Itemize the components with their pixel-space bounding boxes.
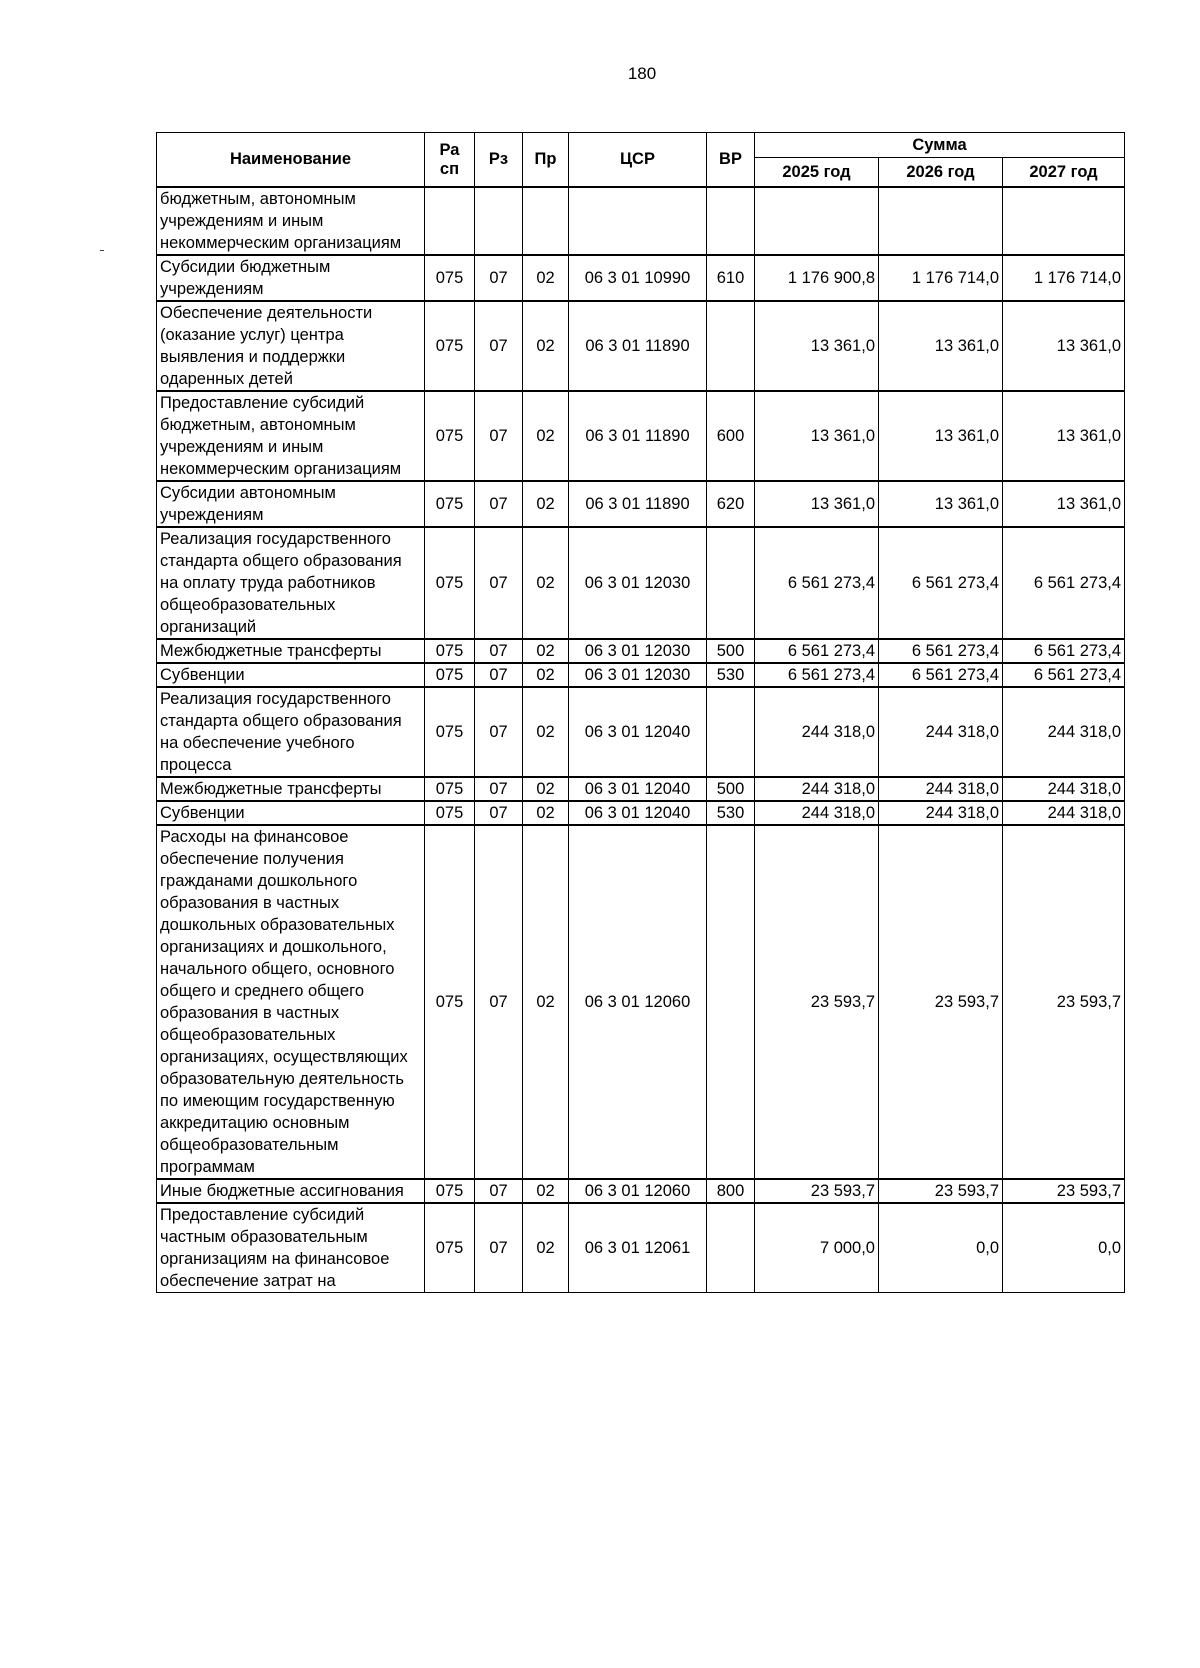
row-csr: 06 3 01 12060 <box>569 1179 707 1203</box>
row-rasp <box>425 187 475 255</box>
row-vr <box>707 301 755 391</box>
row-rz: 07 <box>475 391 523 481</box>
row-csr: 06 3 01 12060 <box>569 825 707 1179</box>
row-rasp: 075 <box>425 527 475 639</box>
row-2025: 244 318,0 <box>755 801 879 825</box>
row-rz: 07 <box>475 1179 523 1203</box>
row-vr: 620 <box>707 481 755 527</box>
row-2026: 0,0 <box>879 1203 1003 1293</box>
page-number: 180 <box>627 64 657 83</box>
row-2026: 13 361,0 <box>879 391 1003 481</box>
header-rz: Рз <box>475 133 523 188</box>
row-csr: 06 3 01 12061 <box>569 1203 707 1293</box>
table-row <box>157 527 1125 639</box>
row-vr: 500 <box>707 777 755 801</box>
row-rz: 07 <box>475 527 523 639</box>
header-pr: Пр <box>523 133 569 188</box>
row-rz: 07 <box>475 1203 523 1293</box>
row-2027: 244 318,0 <box>1003 777 1125 801</box>
row-name: Обеспечение деятельности (оказание услуг) центра выявления и поддержки одаренных детей <box>157 301 425 391</box>
row-vr: 800 <box>707 1179 755 1203</box>
row-2027: 23 593,7 <box>1003 1179 1125 1203</box>
table-header <box>157 133 1125 188</box>
row-2026: 244 318,0 <box>879 687 1003 777</box>
row-vr <box>707 527 755 639</box>
row-name: Предоставление субсидий частным образовательным организациям на финансовое обеспечение затрат на <box>157 1203 425 1293</box>
row-vr: 600 <box>707 391 755 481</box>
table-row <box>157 1179 1125 1203</box>
row-name: Субсидии автономным учреждениям <box>157 481 425 527</box>
row-2026: 13 361,0 <box>879 481 1003 527</box>
row-2026: 6 561 273,4 <box>879 663 1003 687</box>
row-pr: 02 <box>523 801 569 825</box>
row-vr <box>707 825 755 1179</box>
row-vr: 530 <box>707 801 755 825</box>
row-rz: 07 <box>475 687 523 777</box>
row-vr <box>707 1203 755 1293</box>
row-csr: 06 3 01 11890 <box>569 301 707 391</box>
budget-table <box>156 132 1125 1293</box>
row-2025: 13 361,0 <box>755 301 879 391</box>
row-csr: 06 3 01 11890 <box>569 391 707 481</box>
row-csr <box>569 187 707 255</box>
row-2025: 13 361,0 <box>755 391 879 481</box>
row-2027: 13 361,0 <box>1003 301 1125 391</box>
row-name: Субвенции <box>157 801 425 825</box>
row-2027: 244 318,0 <box>1003 801 1125 825</box>
row-rz: 07 <box>475 663 523 687</box>
row-pr: 02 <box>523 255 569 301</box>
row-2026: 23 593,7 <box>879 825 1003 1179</box>
table-body <box>157 187 1125 1293</box>
header-rasp-line2: сп <box>439 159 460 178</box>
row-name: Межбюджетные трансферты <box>157 639 425 663</box>
row-pr: 02 <box>523 1203 569 1293</box>
row-rz: 07 <box>475 481 523 527</box>
row-rz: 07 <box>475 825 523 1179</box>
row-rasp: 075 <box>425 639 475 663</box>
row-vr <box>707 687 755 777</box>
row-2025: 13 361,0 <box>755 481 879 527</box>
table-row <box>157 255 1125 301</box>
row-2026: 23 593,7 <box>879 1179 1003 1203</box>
row-csr: 06 3 01 12040 <box>569 801 707 825</box>
row-rz <box>475 187 523 255</box>
row-pr: 02 <box>523 1179 569 1203</box>
row-2026: 13 361,0 <box>879 301 1003 391</box>
header-rasp-line1: Ра <box>439 140 460 159</box>
row-pr: 02 <box>523 687 569 777</box>
row-2026: 1 176 714,0 <box>879 255 1003 301</box>
row-rz: 07 <box>475 301 523 391</box>
row-name: Иные бюджетные ассигнования <box>157 1179 425 1203</box>
header-year-2027: 2027 год <box>1003 158 1125 188</box>
row-2026: 6 561 273,4 <box>879 527 1003 639</box>
header-year-2025: 2025 год <box>755 158 879 188</box>
row-csr: 06 3 01 12030 <box>569 639 707 663</box>
row-2027: 23 593,7 <box>1003 825 1125 1179</box>
row-2025: 1 176 900,8 <box>755 255 879 301</box>
row-2027: 6 561 273,4 <box>1003 527 1125 639</box>
row-2025: 23 593,7 <box>755 825 879 1179</box>
row-2025 <box>755 187 879 255</box>
row-2026: 244 318,0 <box>879 777 1003 801</box>
row-2027: 13 361,0 <box>1003 481 1125 527</box>
row-pr: 02 <box>523 481 569 527</box>
row-2025: 244 318,0 <box>755 777 879 801</box>
row-2027: 13 361,0 <box>1003 391 1125 481</box>
header-year-2026: 2026 год <box>879 158 1003 188</box>
header-csr: ЦСР <box>569 133 707 188</box>
row-rasp: 075 <box>425 481 475 527</box>
row-csr: 06 3 01 10990 <box>569 255 707 301</box>
row-name: Расходы на финансовое обеспечение получения гражданами дошкольного образования в частных дошкольных образовательных организациях и дошкольного, начального общего, основного общего и среднего общего образования в частных общеобразовательных организациях, осуществляющих образовательную деятельность по имеющим государственную аккредитацию основным общеобразовательным программам <box>157 825 425 1179</box>
header-rasp <box>425 133 475 188</box>
header-name: Наименование <box>157 133 425 188</box>
row-rasp: 075 <box>425 825 475 1179</box>
row-name: бюджетным, автономным учреждениям и иным некоммерческим организациям <box>157 187 425 255</box>
row-csr: 06 3 01 12040 <box>569 777 707 801</box>
row-pr <box>523 187 569 255</box>
row-2025: 6 561 273,4 <box>755 527 879 639</box>
row-2025: 7 000,0 <box>755 1203 879 1293</box>
table-row <box>157 1203 1125 1293</box>
row-2025: 244 318,0 <box>755 687 879 777</box>
row-2027 <box>1003 187 1125 255</box>
row-pr: 02 <box>523 825 569 1179</box>
row-pr: 02 <box>523 639 569 663</box>
table-row <box>157 639 1125 663</box>
row-2026: 6 561 273,4 <box>879 639 1003 663</box>
table-row <box>157 801 1125 825</box>
row-vr: 610 <box>707 255 755 301</box>
row-rasp: 075 <box>425 777 475 801</box>
row-2025: 6 561 273,4 <box>755 639 879 663</box>
row-rasp: 075 <box>425 663 475 687</box>
header-sum: Сумма <box>755 133 1125 158</box>
row-rz: 07 <box>475 777 523 801</box>
row-pr: 02 <box>523 777 569 801</box>
row-rasp: 075 <box>425 301 475 391</box>
row-pr: 02 <box>523 391 569 481</box>
table-row <box>157 825 1125 1179</box>
row-csr: 06 3 01 12030 <box>569 527 707 639</box>
table-row <box>157 391 1125 481</box>
margin-mark <box>100 250 104 251</box>
row-2025: 6 561 273,4 <box>755 663 879 687</box>
row-name: Субвенции <box>157 663 425 687</box>
row-rasp: 075 <box>425 801 475 825</box>
row-2027: 6 561 273,4 <box>1003 663 1125 687</box>
row-name: Предоставление субсидий бюджетным, автономным учреждениям и иным некоммерческим организациям <box>157 391 425 481</box>
row-2027: 244 318,0 <box>1003 687 1125 777</box>
row-rz: 07 <box>475 801 523 825</box>
row-pr: 02 <box>523 663 569 687</box>
table-row <box>157 777 1125 801</box>
row-rasp: 075 <box>425 1203 475 1293</box>
row-csr: 06 3 01 11890 <box>569 481 707 527</box>
row-2026 <box>879 187 1003 255</box>
table-row <box>157 663 1125 687</box>
row-vr: 500 <box>707 639 755 663</box>
row-name: Субсидии бюджетным учреждениям <box>157 255 425 301</box>
row-pr: 02 <box>523 301 569 391</box>
row-rasp: 075 <box>425 1179 475 1203</box>
row-name: Реализация государственного стандарта общего образования на обеспечение учебного процесса <box>157 687 425 777</box>
row-2026: 244 318,0 <box>879 801 1003 825</box>
row-name: Реализация государственного стандарта общего образования на оплату труда работников общеобразовательных организаций <box>157 527 425 639</box>
table-row <box>157 687 1125 777</box>
row-2027: 6 561 273,4 <box>1003 639 1125 663</box>
row-rasp: 075 <box>425 255 475 301</box>
row-rasp: 075 <box>425 391 475 481</box>
row-name: Межбюджетные трансферты <box>157 777 425 801</box>
row-vr <box>707 187 755 255</box>
row-rasp: 075 <box>425 687 475 777</box>
row-pr: 02 <box>523 527 569 639</box>
table-row <box>157 481 1125 527</box>
row-2025: 23 593,7 <box>755 1179 879 1203</box>
row-2027: 0,0 <box>1003 1203 1125 1293</box>
row-rz: 07 <box>475 255 523 301</box>
row-2027: 1 176 714,0 <box>1003 255 1125 301</box>
header-vr: ВР <box>707 133 755 188</box>
table-row <box>157 187 1125 255</box>
row-rz: 07 <box>475 639 523 663</box>
table-row <box>157 301 1125 391</box>
row-csr: 06 3 01 12030 <box>569 663 707 687</box>
row-csr: 06 3 01 12040 <box>569 687 707 777</box>
row-vr: 530 <box>707 663 755 687</box>
